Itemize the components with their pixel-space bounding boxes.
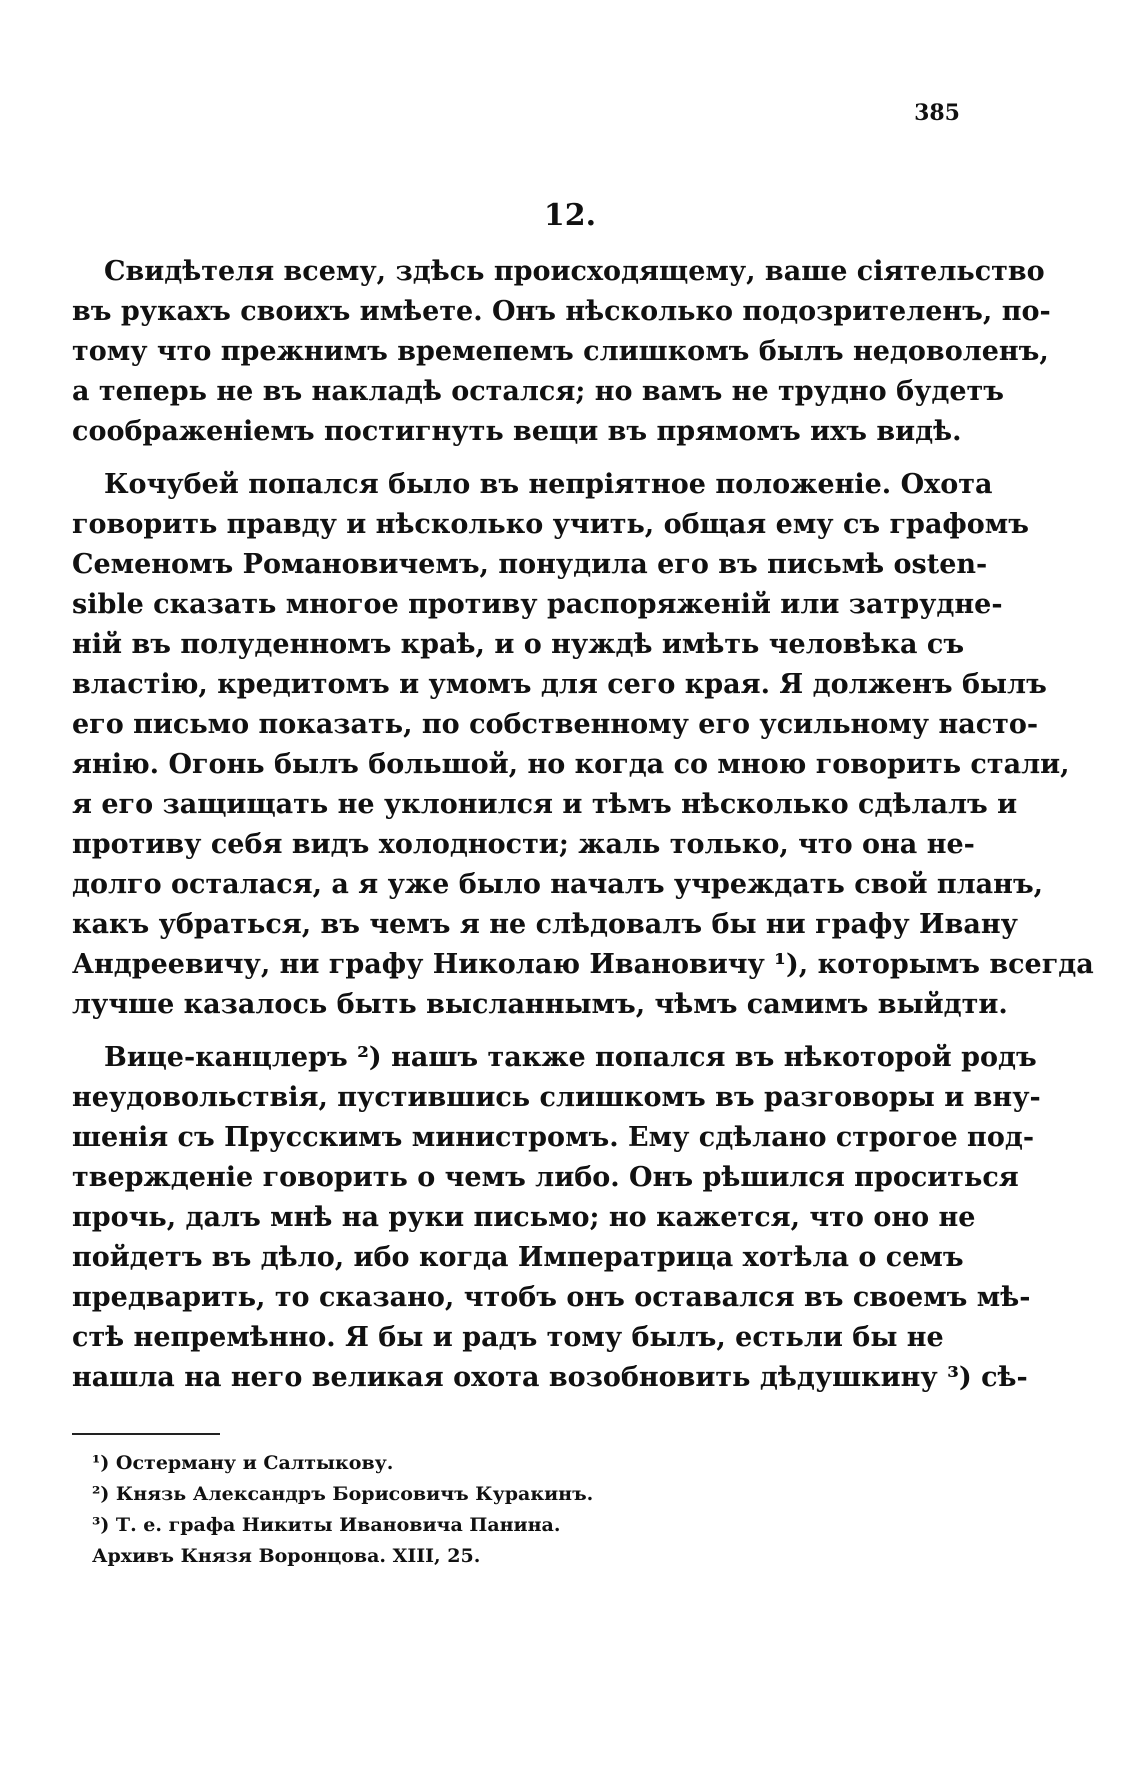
text-line: въ рукахъ своихъ имѣете. Онъ нѣсколько подозрителенъ, по- xyxy=(72,296,1051,327)
paragraph-2 xyxy=(72,465,1094,1025)
text-line: стѣ непремѣнно. Я бы и радъ тому былъ, естьли бы не xyxy=(72,1322,944,1353)
text-line: шенія съ Прусскимъ министромъ. Ему сдѣлано строгое под- xyxy=(72,1122,1035,1153)
text-line: sible сказать многое противу распоряженій или затрудне- xyxy=(72,589,1003,620)
text-line: тому что прежнимъ времепемъ слишкомъ былъ недоволенъ, xyxy=(72,336,1049,367)
text-line: ній въ полуденномъ краѣ, и о нуждѣ имѣть человѣка съ xyxy=(72,629,965,660)
body-text xyxy=(72,252,1094,1398)
text-line: Андреевичу, ни графу Николаю Ивановичу ¹), которымъ всегда xyxy=(72,949,1094,980)
footnotes xyxy=(92,1448,593,1572)
text-line: Семеномъ Романовичемъ, понудила его въ письмѣ osten- xyxy=(72,549,988,580)
text-line: Кочубей попался было въ непріятное положеніе. Охота xyxy=(104,469,993,500)
footnote-divider xyxy=(72,1433,220,1435)
text-line: лучше казалось быть высланнымъ, чѣмъ самимъ выйдти. xyxy=(72,989,1008,1020)
paragraph-3 xyxy=(72,1038,1041,1398)
text-line: предварить, то сказано, чтобъ онъ оставался въ своемъ мѣ- xyxy=(72,1282,1031,1313)
text-line: пойдетъ въ дѣло, ибо когда Императрица хотѣла о семъ xyxy=(72,1242,964,1273)
text-line: его письмо показать, по собственному его усильному насто- xyxy=(72,709,1039,740)
footnote-1: ¹) Остерману и Салтыкову. xyxy=(92,1452,394,1474)
text-line: а теперь не въ накладѣ остался; но вамъ не трудно будетъ xyxy=(72,376,1004,407)
text-line: я его защищать не уклонился и тѣмъ нѣсколько сдѣлалъ и xyxy=(72,789,1018,820)
text-line: твержденіе говорить о чемъ либо. Онъ рѣшился проситься xyxy=(72,1162,1019,1193)
text-line: противу себя видъ холодности; жаль только, что она не- xyxy=(72,829,975,860)
paragraph-1 xyxy=(72,252,1051,452)
page-number: 385 xyxy=(914,100,960,126)
footnote-3: ³) Т. е. графа Никиты Ивановича Панина. xyxy=(92,1514,561,1536)
section-number: 12. xyxy=(543,198,597,233)
text-line: говорить правду и нѣсколько учить, общая ему съ графомъ xyxy=(72,509,1029,540)
footnote-2: ²) Князь Александръ Борисовичъ Куракинъ. xyxy=(92,1483,594,1505)
source-citation: Архивъ Князя Воронцова. XIII, 25. xyxy=(92,1545,481,1567)
text-line: неудовольствія, пустившись слишкомъ въ разговоры и вну- xyxy=(72,1082,1041,1113)
text-line: янію. Огонь былъ большой, но когда со мною говорить стали, xyxy=(72,749,1070,780)
text-line: прочь, далъ мнѣ на руки письмо; но кажется, что оно не xyxy=(72,1202,976,1233)
text-line: властію, кредитомъ и умомъ для сего края. Я долженъ былъ xyxy=(72,669,1047,700)
text-line: Вице-канцлеръ ²) нашъ также попался въ нѣкоторой родъ xyxy=(104,1042,1037,1073)
text-line: какъ убраться, въ чемъ я не слѣдовалъ бы ни графу Ивану xyxy=(72,909,1018,940)
text-line: соображеніемъ постигнуть вещи въ прямомъ ихъ видѣ. xyxy=(72,416,962,447)
text-line: долго осталася, а я уже было началъ учреждать свой планъ, xyxy=(72,869,1044,900)
text-line: Свидѣтеля всему, здѣсь происходящему, ваше сіятельство xyxy=(104,256,1045,287)
text-line: нашла на него великая охота возобновить дѣдушкину ³) сѣ- xyxy=(72,1362,1028,1393)
